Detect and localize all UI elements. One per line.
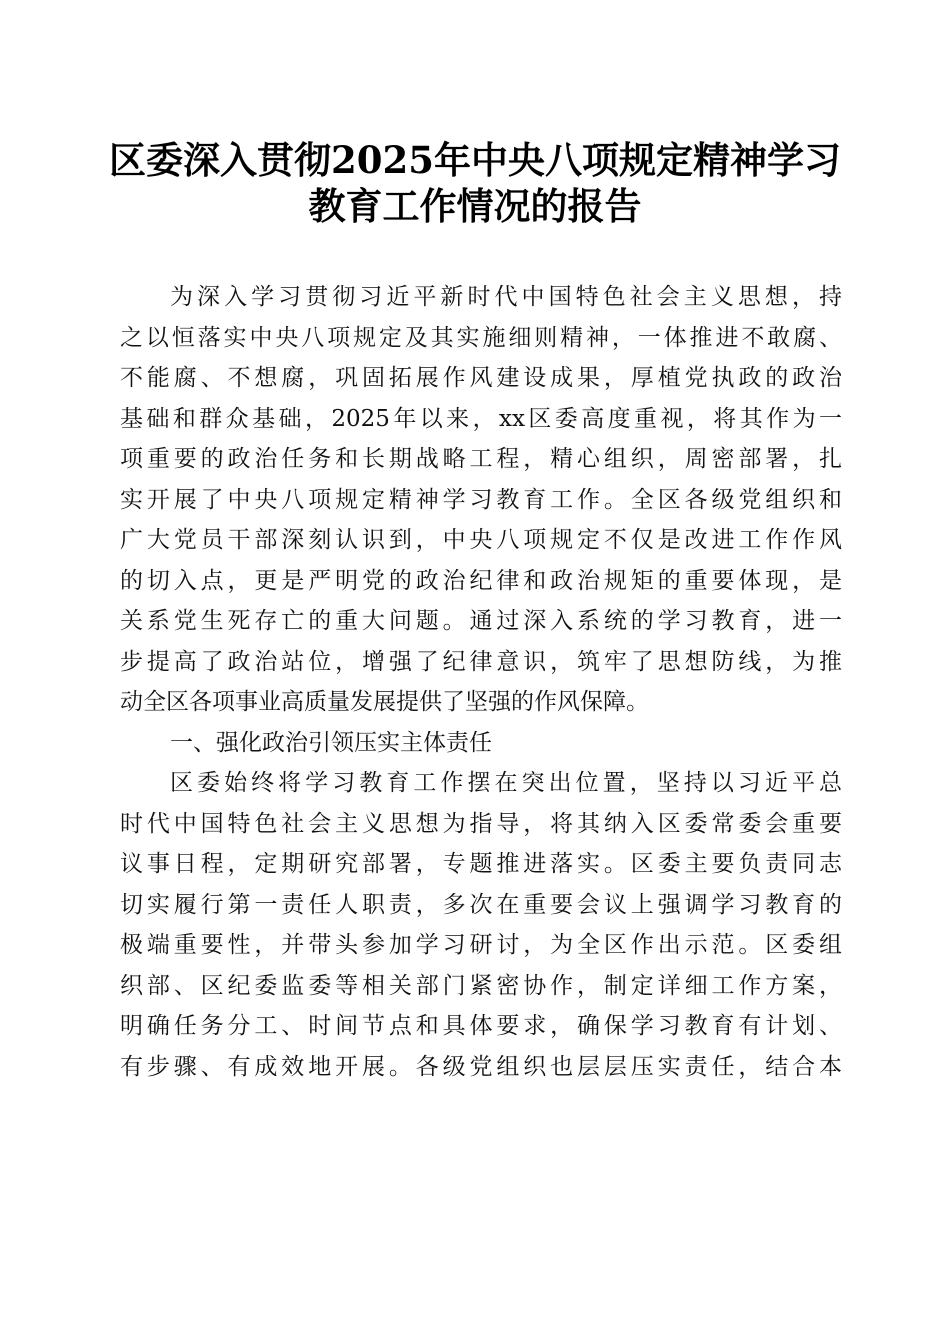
paragraph-line: 明确任务分工、时间节点和具体要求，确保学习教育有计划、 [120,1013,842,1039]
paragraph-line: 实开展了中央八项规定精神学习教育工作。全区各级党组织和 [120,486,842,513]
paragraph-line: 极端重要性，并带头参加学习研讨，为全区作出示范。区委组 [120,932,842,958]
paragraph-line: 时代中国特色社会主义思想为指导，将其纳入区委常委会重要 [120,810,842,837]
paragraph-line: 广大党员干部深刻认识到，中央八项规定不仅是改进工作作风 [120,527,842,553]
document-title-line-2: 教育工作情况的报告 [308,184,642,228]
paragraph-line: 有步骤、有成效地开展。各级党组织也层层压实责任，结合本 [120,1053,842,1080]
paragraph-line: 切实履行第一责任人职责，多次在重要会议上强调学习教育的 [120,891,842,918]
paragraph-line: 织部、区纪委监委等相关部门紧密协作，制定详细工作方案， [120,972,842,999]
paragraph-line: 项重要的政治任务和长期战略工程，精心组织，周密部署，扎 [120,446,842,472]
paragraph-line: 关系党生死存亡的重大问题。通过深入系统的学习教育，进一 [120,608,842,634]
paragraph-line: 区委始终将学习教育工作摆在突出位置，坚持以习近平总 [170,770,842,796]
body-text [120,277,842,1087]
paragraph-line: 不能腐、不想腐，巩固拓展作风建设成果，厚植党执政的政治 [120,365,842,391]
paragraph-section-1 [120,763,842,1087]
paragraph-line: 步提高了政治站位，增强了纪律意识，筑牢了思想防线，为推 [120,648,842,675]
paragraph-line: 基础和群众基础，2025年以来，xx区委高度重视，将其作为一 [120,405,842,432]
paragraph-line: 议事日程，定期研究部署，专题推进落实。区委主要负责同志 [120,851,842,877]
paragraph-line: 动全区各项事业高质量发展提供了坚强的作风保障。 [120,689,649,715]
document-title-line-1: 区委深入贯彻2025年中央八项规定精神学习 [109,138,841,182]
paragraph-line: 的切入点，更是严明党的政治纪律和政治规矩的重要体现，是 [120,567,842,594]
paragraph-line: 之以恒落实中央八项规定及其实施细则精神，一体推进不敢腐、 [120,324,842,351]
paragraph-line: 为深入学习贯彻习近平新时代中国特色社会主义思想，持 [170,284,842,310]
section-heading: 一、强化政治引领压实主体责任 [170,729,492,756]
paragraph-intro [120,277,842,723]
